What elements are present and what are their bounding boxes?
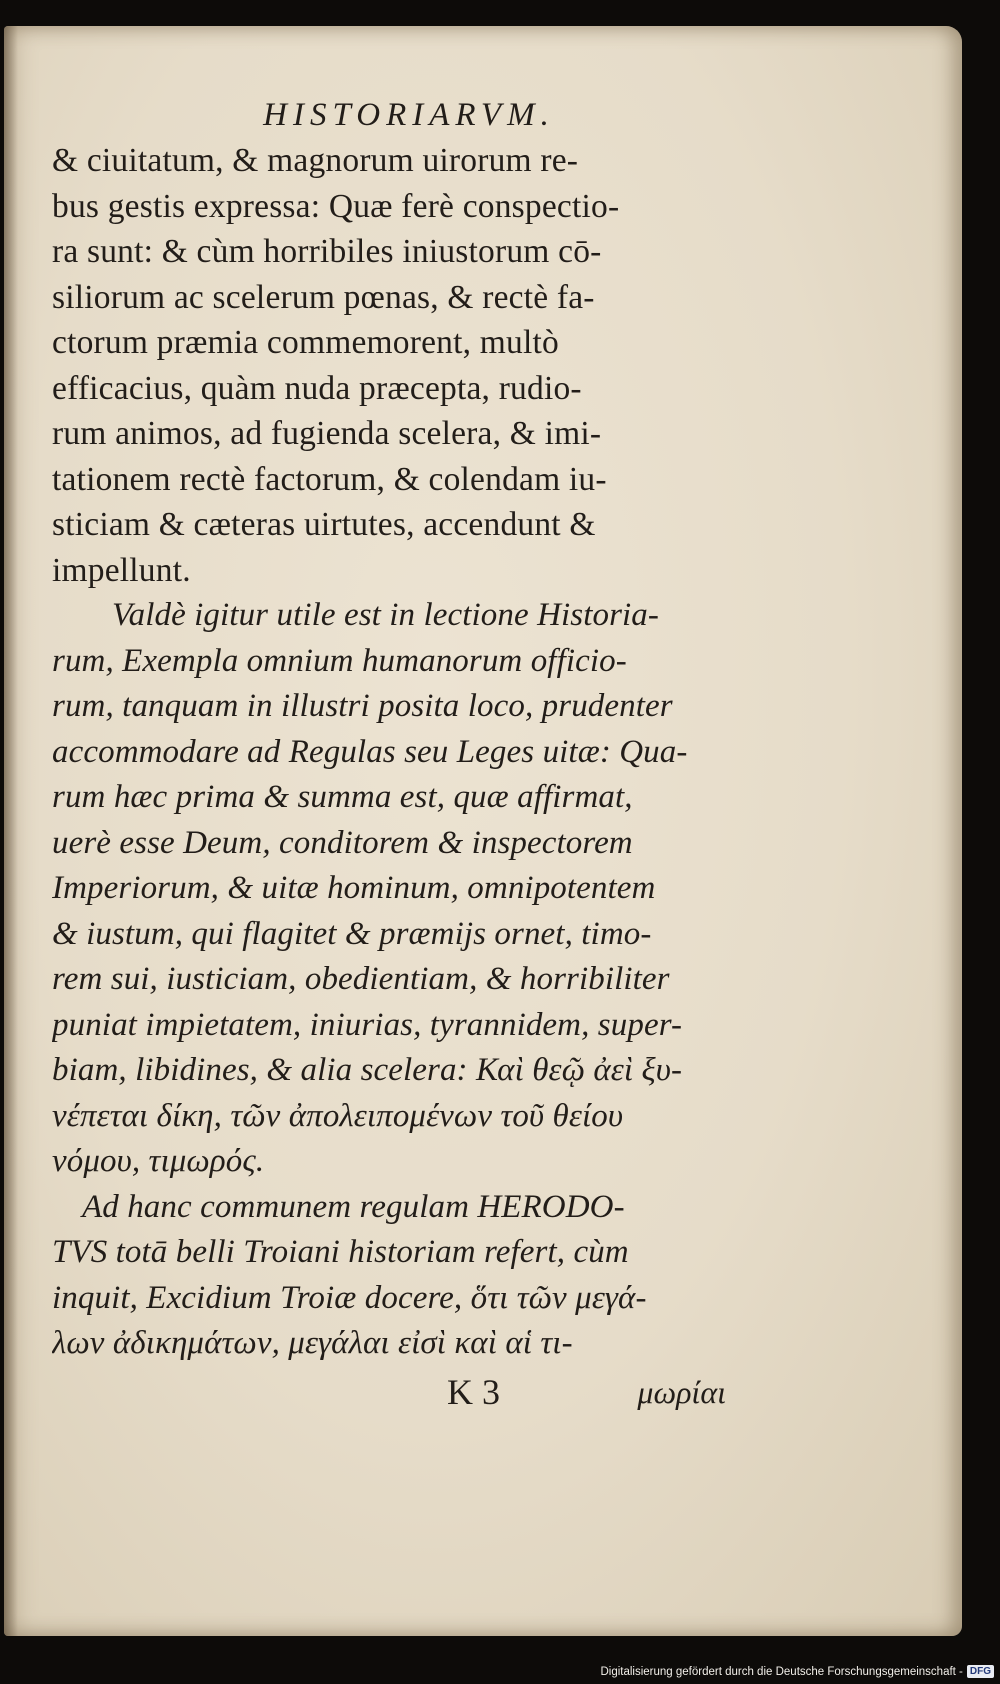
text-line: rum animos, ad fugienda scelera, & imi- (52, 415, 602, 452)
italic-text-line: rum hæc prima & summa est, quæ affirmat, (52, 779, 633, 815)
greek-text-line: λων ἀδικημάτων, μεγάλαι εἰσὶ καὶ αἱ τι- (52, 1325, 573, 1361)
page-text-block (52, 88, 726, 1417)
italic-text-line: Valdè igitur utile est in lectione Historia- (112, 597, 659, 633)
greek-text-line: νέπεται δίκη, τῶν ἀπολειπομένων τοῦ θείου (52, 1097, 624, 1134)
text-line: & ciuitatum, & magnorum uirorum re- (52, 142, 579, 179)
italic-text-line: puniat impietatem, iniurias, tyrannidem, super- (52, 1006, 683, 1043)
italic-text-line: Imperiorum, & uitæ hominum, omnipotentem (52, 870, 656, 906)
greek-text-line: νόμου, τιμωρός. (52, 1143, 265, 1179)
italic-text-line: uerè esse Deum, conditorem & inspectorem (52, 824, 633, 861)
text-line: tationem rectè factorum, & colendam iu- (52, 460, 607, 498)
text-line: impellunt. (52, 551, 191, 589)
page-footer (52, 1367, 726, 1417)
text-line: bus gestis expressa: Quæ ferè conspectio- (52, 187, 620, 225)
italic-text-line: accommodare ad Regulas seu Leges uitæ: Qua- (52, 733, 688, 770)
italic-text-line: rem sui, iusticiam, obedientiam, & horribiliter (52, 961, 670, 997)
text-line: siliorum ac scelerum pœnas, & rectè fa- (52, 278, 595, 316)
text-line: ctorum præmia commemorent, multò (52, 324, 559, 361)
italic-text-line: biam, libidines, & alia scelera: Καὶ θεῷ ἀεὶ ξυ- (52, 1052, 683, 1088)
italic-text-line: & iustum, qui flagitet & præmijs ornet, timo- (52, 915, 652, 952)
dfg-logo: DFG (967, 1665, 994, 1678)
italic-text-line: TVS totā belli Troiani historiam refert, cùm (52, 1234, 629, 1270)
credit-text: Digitalisierung gefördert durch die Deutsche Forschungsgemeinschaft - (600, 1665, 963, 1678)
book-page (4, 26, 962, 1636)
signature-mark: K 3 (447, 1371, 500, 1412)
text-line: ra sunt: & cùm horribiles iniustorum cō- (52, 233, 602, 270)
italic-text-line: inquit, Excidium Troiæ docere, ὅτι τῶν μεγά- (52, 1279, 647, 1316)
catchword: μωρίαι (637, 1373, 726, 1410)
italic-text-line: rum, Exempla omnium humanorum officio- (52, 642, 627, 679)
digitization-credit (600, 1665, 994, 1678)
running-header: HISTORIARVM. (263, 97, 555, 133)
text-line: efficacius, quàm nuda præcepta, rudio- (52, 369, 582, 407)
italic-text-line: rum, tanquam in illustri posita loco, prudenter (52, 688, 673, 724)
italic-text-line: Ad hanc communem regulam HERODO- (82, 1188, 625, 1225)
text-line: sticiam & cæteras uirtutes, accendunt & (52, 506, 596, 543)
